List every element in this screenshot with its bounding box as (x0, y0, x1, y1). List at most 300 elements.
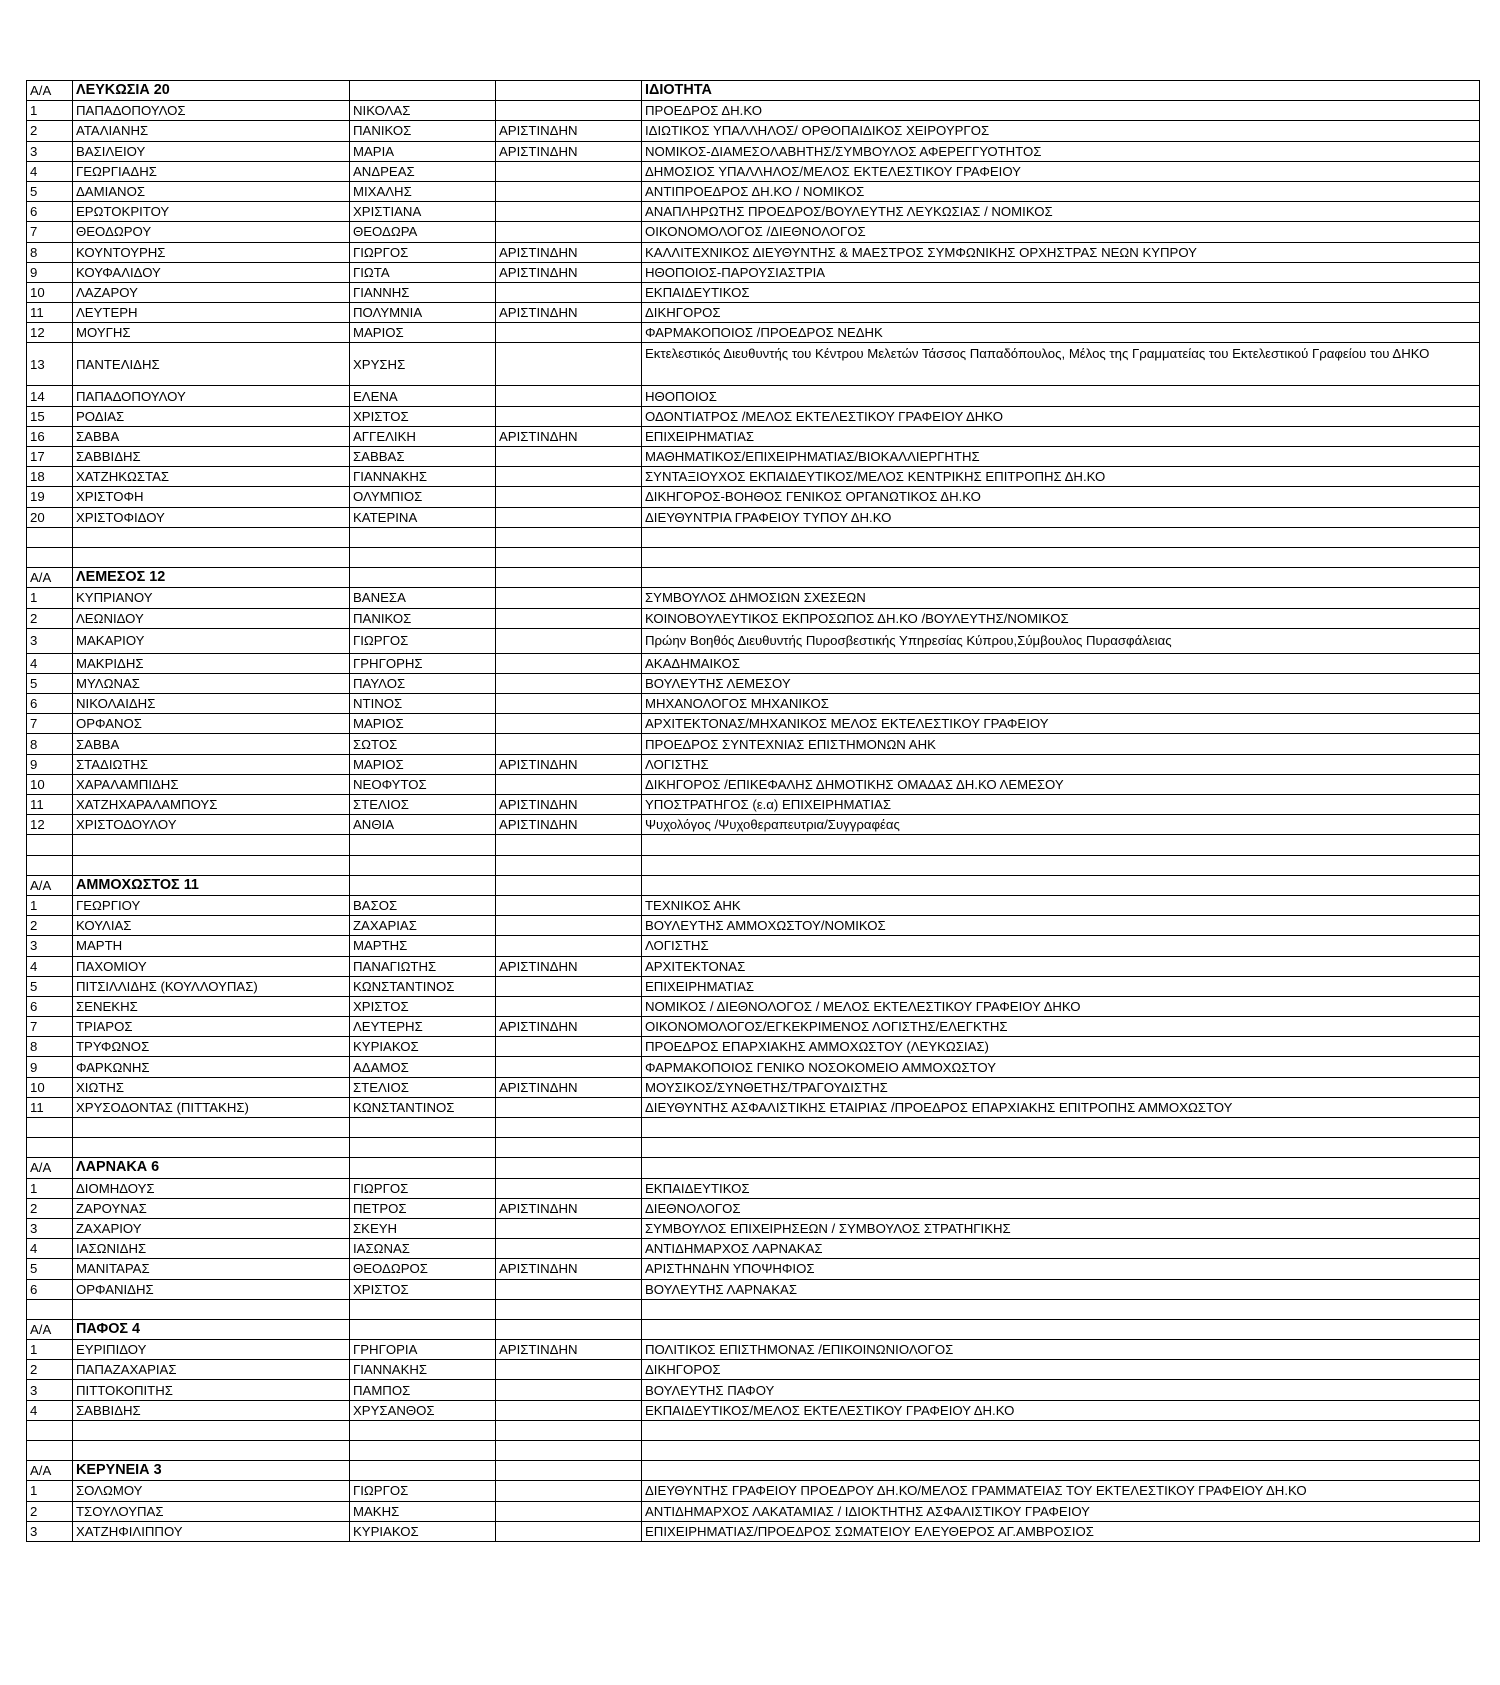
aa-cell: 10 (27, 282, 73, 302)
notes-cell (496, 1037, 642, 1057)
section-title: ΛΑΡΝΑΚΑ 6 (73, 1158, 350, 1178)
table-row (27, 774, 1480, 794)
empty-cell (642, 547, 1480, 567)
notes-cell (496, 487, 642, 507)
aa-header: Α/Α (27, 1158, 73, 1178)
table-row (27, 1178, 1480, 1198)
first-name-cell: ΑΝΔΡΕΑΣ (350, 161, 496, 181)
first-name-cell: ΜΑΚΗΣ (350, 1501, 496, 1521)
empty-cell (350, 1118, 496, 1138)
surname-cell: ΚΟΥΛΙΑΣ (73, 916, 350, 936)
first-name-cell: ΠΑΜΠΟΣ (350, 1380, 496, 1400)
surname-cell: ΚΟΥΝΤΟΥΡΗΣ (73, 242, 350, 262)
occupation-cell: ΛΟΓΙΣΤΗΣ (642, 936, 1480, 956)
empty-cell (496, 1138, 642, 1158)
occupation-cell: ΠΟΛΙΤΙΚΟΣ ΕΠΙΣΤΗΜΟΝΑΣ /ΕΠΙΚΟΙΝΩΝΙΟΛΟΓΟΣ (642, 1340, 1480, 1360)
occupation-cell: ΙΔΙΩΤΙΚΟΣ ΥΠΑΛΛΗΛΟΣ/ ΟΡΘΟΠΑΙΔΙΚΟΣ ΧΕΙΡΟΥΡΓΟΣ (642, 121, 1480, 141)
notes-cell (496, 976, 642, 996)
notes-cell: ΑΡΙΣΤΙΝΔΗΝ (496, 815, 642, 835)
empty-cell (496, 1420, 642, 1440)
aa-header: Α/Α (27, 1319, 73, 1339)
aa-cell: 3 (27, 628, 73, 653)
table-row (27, 467, 1480, 487)
occupation-cell: ΣΥΝΤΑΞΙΟΥΧΟΣ ΕΚΠΑΙΔΕΥΤΙΚΟΣ/ΜΕΛΟΣ ΚΕΝΤΡΙΚΗΣ ΕΠΙΤΡΟΠΗΣ ΔΗ.ΚΟ (642, 467, 1480, 487)
occupation-cell: ΑΡΧΙΤΕΚΤΟΝΑΣ/ΜΗΧΑΝΙΚΟΣ ΜΕΛΟΣ ΕΚΤΕΛΕΣΤΙΚΟΥ ΓΡΑΦΕΙΟΥ (642, 714, 1480, 734)
surname-cell: ΧΑΤΖΗΧΑΡΑΛΑΜΠΟΥΣ (73, 795, 350, 815)
blank-row (27, 1118, 1480, 1138)
occupation-cell: Ψυχολόγος /Ψυχοθεραπευτρια/Συγγραφέας (642, 815, 1480, 835)
occupation-cell: ΟΔΟΝΤΙΑΤΡΟΣ /ΜΕΛΟΣ ΕΚΤΕΛΕΣΤΙΚΟΥ ΓΡΑΦΕΙΟΥ ΔΗΚΟ (642, 406, 1480, 426)
first-name-cell: ΜΑΡΙΟΣ (350, 323, 496, 343)
empty-cell (496, 1441, 642, 1461)
surname-cell: ΙΑΣΩΝΙΔΗΣ (73, 1239, 350, 1259)
surname-cell: ΣΑΒΒΙΔΗΣ (73, 447, 350, 467)
surname-cell: ΠΑΠΑΔΟΠΟΥΛΟΣ (73, 101, 350, 121)
surname-cell: ΤΡΙΑΡΟΣ (73, 1017, 350, 1037)
first-name-cell: ΙΑΣΩΝΑΣ (350, 1239, 496, 1259)
first-name-cell: ΓΙΑΝΝΑΚΗΣ (350, 1360, 496, 1380)
empty-cell (350, 1158, 496, 1178)
table-row (27, 976, 1480, 996)
first-name-cell: ΓΡΗΓΟΡΙΑ (350, 1340, 496, 1360)
first-name-cell: ΣΚΕΥΗ (350, 1218, 496, 1238)
table-row (27, 426, 1480, 446)
surname-cell: ΒΑΣΙΛΕΙΟΥ (73, 141, 350, 161)
surname-cell: ΔΑΜΙΑΝΟΣ (73, 181, 350, 201)
table-row (27, 101, 1480, 121)
notes-cell (496, 386, 642, 406)
empty-cell (27, 855, 73, 875)
table-row (27, 1198, 1480, 1218)
first-name-cell: ΑΓΓΕΛΙΚΗ (350, 426, 496, 446)
aa-header: Α/Α (27, 81, 73, 101)
notes-cell (496, 1218, 642, 1238)
notes-cell: ΑΡΙΣΤΙΝΔΗΝ (496, 956, 642, 976)
aa-cell: 7 (27, 222, 73, 242)
blank-row (27, 527, 1480, 547)
table-row (27, 262, 1480, 282)
empty-cell (496, 1319, 642, 1339)
first-name-cell: ΒΑΣΟΣ (350, 895, 496, 915)
notes-cell (496, 1178, 642, 1198)
first-name-cell: ΒΑΝΕΣΑ (350, 588, 496, 608)
aa-cell: 2 (27, 1360, 73, 1380)
occupation-header (642, 875, 1480, 895)
notes-cell (496, 507, 642, 527)
surname-cell: ΔΙΟΜΗΔΟΥΣ (73, 1178, 350, 1198)
table-row (27, 181, 1480, 201)
empty-cell (350, 1461, 496, 1481)
table-row (27, 121, 1480, 141)
blank-row (27, 855, 1480, 875)
notes-cell (496, 202, 642, 222)
first-name-cell: ΣΑΒΒΑΣ (350, 447, 496, 467)
notes-cell (496, 1481, 642, 1501)
occupation-cell: ΔΙΚΗΓΟΡΟΣ /ΕΠΙΚΕΦΑΛΗΣ ΔΗΜΟΤΙΚΗΣ ΟΜΑΔΑΣ ΔΗ.ΚΟ ΛΕΜΕΣΟΥ (642, 774, 1480, 794)
notes-cell (496, 101, 642, 121)
table-row (27, 141, 1480, 161)
empty-cell (642, 527, 1480, 547)
first-name-cell: ΘΕΟΔΩΡΑ (350, 222, 496, 242)
empty-cell (496, 1158, 642, 1178)
empty-cell (73, 1138, 350, 1158)
occupation-cell: ΕΚΠΑΙΔΕΥΤΙΚΟΣ/ΜΕΛΟΣ ΕΚΤΕΛΕΣΤΙΚΟΥ ΓΡΑΦΕΙΟΥ ΔΗ.ΚΟ (642, 1400, 1480, 1420)
aa-cell: 8 (27, 1037, 73, 1057)
table-row (27, 161, 1480, 181)
empty-cell (350, 1420, 496, 1440)
occupation-cell: ΑΡΙΣΤΗΝΔΗΝ ΥΠΟΨΗΦΙΟΣ (642, 1259, 1480, 1279)
notes-cell (496, 222, 642, 242)
aa-cell: 4 (27, 161, 73, 181)
table-row (27, 1340, 1480, 1360)
surname-cell: ΧΡΙΣΤΟΦΙΔΟΥ (73, 507, 350, 527)
surname-cell: ΣΕΝΕΚΗΣ (73, 996, 350, 1016)
occupation-cell: ΔΙΕΘΝΟΛΟΓΟΣ (642, 1198, 1480, 1218)
empty-cell (350, 527, 496, 547)
empty-cell (27, 1441, 73, 1461)
occupation-cell: ΜΑΘΗΜΑΤΙΚΟΣ/ΕΠΙΧΕΙΡΗΜΑΤΙΑΣ/ΒΙΟΚΑΛΛΙΕΡΓΗΤΗΣ (642, 447, 1480, 467)
table-row (27, 323, 1480, 343)
empty-cell (350, 1319, 496, 1339)
surname-cell: ΚΥΠΡΙΑΝΟΥ (73, 588, 350, 608)
table-row (27, 795, 1480, 815)
occupation-cell: ΔΙΚΗΓΟΡΟΣ-ΒΟΗΘΟΣ ΓΕΝΙΚΟΣ ΟΡΓΑΝΩΤΙΚΟΣ ΔΗ.ΚΟ (642, 487, 1480, 507)
aa-cell: 9 (27, 262, 73, 282)
aa-cell: 3 (27, 141, 73, 161)
section-header-row (27, 1461, 1480, 1481)
occupation-cell: ΠΡΟΕΔΡΟΣ ΣΥΝΤΕΧΝΙΑΣ ΕΠΙΣΤΗΜΟΝΩΝ ΑΗΚ (642, 734, 1480, 754)
notes-cell: ΑΡΙΣΤΙΝΔΗΝ (496, 303, 642, 323)
occupation-cell: ΔΙΕΥΘΥΝΤΡΙΑ ΓΡΑΦΕΙΟΥ ΤΥΠΟΥ ΔΗ.ΚΟ (642, 507, 1480, 527)
aa-cell: 2 (27, 1501, 73, 1521)
aa-cell: 10 (27, 1077, 73, 1097)
notes-cell (496, 1057, 642, 1077)
table-row (27, 628, 1480, 653)
candidates-table-body (27, 81, 1480, 1542)
surname-cell: ΓΕΩΡΓΙΑΔΗΣ (73, 161, 350, 181)
table-row (27, 303, 1480, 323)
surname-cell: ΘΕΟΔΩΡΟΥ (73, 222, 350, 242)
first-name-cell: ΓΙΑΝΝΑΚΗΣ (350, 467, 496, 487)
occupation-cell: ΑΝΤΙΔΗΜΑΡΧΟΣ ΛΑΡΝΑΚΑΣ (642, 1239, 1480, 1259)
occupation-header: ΙΔΙΟΤΗΤΑ (642, 81, 1480, 101)
empty-cell (73, 855, 350, 875)
table-row (27, 447, 1480, 467)
first-name-cell: ΜΙΧΑΛΗΣ (350, 181, 496, 201)
first-name-cell: ΣΩΤΟΣ (350, 734, 496, 754)
candidates-table (26, 80, 1480, 1542)
occupation-cell: ΜΟΥΣΙΚΟΣ/ΣΥΝΘΕΤΗΣ/ΤΡΑΓΟΥΔΙΣΤΗΣ (642, 1077, 1480, 1097)
occupation-cell: ΝΟΜΙΚΟΣ-ΔΙΑΜΕΣΟΛΑΒΗΤΗΣ/ΣΥΜΒΟΥΛΟΣ ΑΦΕΡΕΓΓΥΟΤΗΤΟΣ (642, 141, 1480, 161)
occupation-cell: ΜΗΧΑΝΟΛΟΓΟΣ ΜΗΧΑΝΙΚΟΣ (642, 694, 1480, 714)
empty-cell (496, 835, 642, 855)
aa-cell: 11 (27, 303, 73, 323)
empty-cell (350, 855, 496, 875)
first-name-cell: ΓΙΩΡΓΟΣ (350, 242, 496, 262)
aa-cell: 4 (27, 653, 73, 673)
first-name-cell: ΚΩΝΣΤΑΝΤΙΝΟΣ (350, 1097, 496, 1117)
first-name-cell: ΠΟΛΥΜΝΙΑ (350, 303, 496, 323)
surname-cell: ΛΑΖΑΡΟΥ (73, 282, 350, 302)
aa-cell: 15 (27, 406, 73, 426)
occupation-cell: ΦΑΡΜΑΚΟΠΟΙΟΣ /ΠΡΟΕΔΡΟΣ ΝΕΔΗΚ (642, 323, 1480, 343)
table-row (27, 714, 1480, 734)
first-name-cell: ΚΑΤΕΡΙΝΑ (350, 507, 496, 527)
empty-cell (496, 568, 642, 588)
surname-cell: ΑΤΑΛΙΑΝΗΣ (73, 121, 350, 141)
notes-cell (496, 774, 642, 794)
first-name-cell: ΓΙΩΤΑ (350, 262, 496, 282)
empty-cell (496, 1461, 642, 1481)
aa-cell: 5 (27, 673, 73, 693)
section-title: ΛΕΥΚΩΣΙΑ 20 (73, 81, 350, 101)
section-header-row (27, 875, 1480, 895)
surname-cell: ΧΑΡΑΛΑΜΠΙΔΗΣ (73, 774, 350, 794)
table-row (27, 1400, 1480, 1420)
first-name-cell: ΝΕΟΦΥΤΟΣ (350, 774, 496, 794)
surname-cell: ΕΡΩΤΟΚΡΙΤΟΥ (73, 202, 350, 222)
notes-cell: ΑΡΙΣΤΙΝΔΗΝ (496, 426, 642, 446)
occupation-cell: ΒΟΥΛΕΥΤΗΣ ΑΜΜΟΧΩΣΤΟΥ/ΝΟΜΙΚΟΣ (642, 916, 1480, 936)
table-row (27, 1259, 1480, 1279)
empty-cell (350, 1138, 496, 1158)
notes-cell (496, 1279, 642, 1299)
section-title: ΑΜΜΟΧΩΣΤΟΣ 11 (73, 875, 350, 895)
occupation-cell: ΝΟΜΙΚΟΣ / ΔΙΕΘΝΟΛΟΓΟΣ / ΜΕΛΟΣ ΕΚΤΕΛΕΣΤΙΚΟΥ ΓΡΑΦΕΙΟΥ ΔΗΚΟ (642, 996, 1480, 1016)
aa-cell: 5 (27, 181, 73, 201)
first-name-cell: ΧΡΙΣΤΟΣ (350, 406, 496, 426)
section-title: ΠΑΦΟΣ 4 (73, 1319, 350, 1339)
empty-cell (642, 855, 1480, 875)
section-header-row (27, 1319, 1480, 1339)
surname-cell: ΠΙΤΤΟΚΟΠΙΤΗΣ (73, 1380, 350, 1400)
blank-row (27, 1441, 1480, 1461)
surname-cell: ΟΡΦΑΝΟΣ (73, 714, 350, 734)
first-name-cell: ΧΡΙΣΤΙΑΝΑ (350, 202, 496, 222)
first-name-cell: ΓΙΩΡΓΟΣ (350, 1481, 496, 1501)
surname-cell: ΜΑΚΡΙΔΗΣ (73, 653, 350, 673)
aa-cell: 9 (27, 1057, 73, 1077)
surname-cell: ΓΕΩΡΓΙΟΥ (73, 895, 350, 915)
occupation-cell: ΠΡΟΕΔΡΟΣ ΔΗ.ΚΟ (642, 101, 1480, 121)
aa-cell: 6 (27, 1279, 73, 1299)
notes-cell (496, 1380, 642, 1400)
table-row (27, 1017, 1480, 1037)
first-name-cell: ΧΡΥΣΗΣ (350, 343, 496, 386)
empty-cell (350, 81, 496, 101)
aa-cell: 6 (27, 694, 73, 714)
aa-cell: 2 (27, 608, 73, 628)
occupation-cell: ΔΙΚΗΓΟΡΟΣ (642, 1360, 1480, 1380)
occupation-cell: ΗΘΟΠΟΙΟΣ-ΠΑΡΟΥΣΙΑΣΤΡΙΑ (642, 262, 1480, 282)
empty-cell (27, 547, 73, 567)
notes-cell: ΑΡΙΣΤΙΝΔΗΝ (496, 1077, 642, 1097)
table-row (27, 1360, 1480, 1380)
aa-cell: 1 (27, 588, 73, 608)
occupation-cell: ΟΙΚΟΝΟΜΟΛΟΓΟΣ /ΔΙΕΘΝΟΛΟΓΟΣ (642, 222, 1480, 242)
first-name-cell: ΓΙΩΡΓΟΣ (350, 1178, 496, 1198)
empty-cell (496, 875, 642, 895)
first-name-cell: ΠΑΥΛΟΣ (350, 673, 496, 693)
notes-cell (496, 996, 642, 1016)
aa-cell: 2 (27, 1198, 73, 1218)
table-row (27, 282, 1480, 302)
occupation-cell: ΔΙΚΗΓΟΡΟΣ (642, 303, 1480, 323)
empty-cell (350, 1299, 496, 1319)
notes-cell: ΑΡΙΣΤΙΝΔΗΝ (496, 242, 642, 262)
surname-cell: ΟΡΦΑΝΙΔΗΣ (73, 1279, 350, 1299)
empty-cell (642, 835, 1480, 855)
aa-cell: 3 (27, 1521, 73, 1541)
occupation-cell: ΔΗΜΟΣΙΟΣ ΥΠΑΛΛΗΛΟΣ/ΜΕΛΟΣ ΕΚΤΕΛΕΣΤΙΚΟΥ ΓΡΑΦΕΙΟΥ (642, 161, 1480, 181)
occupation-cell: ΒΟΥΛΕΥΤΗΣ ΛΑΡΝΑΚΑΣ (642, 1279, 1480, 1299)
empty-cell (642, 1420, 1480, 1440)
empty-cell (496, 527, 642, 547)
surname-cell: ΠΙΤΣΙΛΛΙΔΗΣ (ΚΟΥΛΛΟΥΠΑΣ) (73, 976, 350, 996)
occupation-cell: ΣΥΜΒΟΥΛΟΣ ΔΗΜΟΣΙΩΝ ΣΧΕΣΕΩΝ (642, 588, 1480, 608)
occupation-cell: ΣΥΜΒΟΥΛΟΣ ΕΠΙΧΕΙΡΗΣΕΩΝ / ΣΥΜΒΟΥΛΟΣ ΣΤΡΑΤΗΓΙΚΗΣ (642, 1218, 1480, 1238)
first-name-cell: ΝΤΙΝΟΣ (350, 694, 496, 714)
aa-header: Α/Α (27, 1461, 73, 1481)
notes-cell: ΑΡΙΣΤΙΝΔΗΝ (496, 1198, 642, 1218)
occupation-cell: Εκτελεστικός Διευθυντής του Κέντρου Μελετών Τάσσος Παπαδόπουλος, Μέλος της Γραμματείας του Εκτελεστικού Γραφείου του ΔΗΚΟ (642, 343, 1480, 386)
empty-cell (350, 568, 496, 588)
empty-cell (642, 1299, 1480, 1319)
table-row (27, 588, 1480, 608)
table-row (27, 1521, 1480, 1541)
occupation-cell: ΕΠΙΧΕΙΡΗΜΑΤΙΑΣ (642, 976, 1480, 996)
empty-cell (642, 1118, 1480, 1138)
empty-cell (73, 1118, 350, 1138)
occupation-cell: ΚΟΙΝΟΒΟΥΛΕΥΤΙΚΟΣ ΕΚΠΡΟΣΩΠΟΣ ΔΗ.ΚΟ /ΒΟΥΛΕΥΤΗΣ/ΝΟΜΙΚΟΣ (642, 608, 1480, 628)
notes-cell (496, 406, 642, 426)
table-row (27, 694, 1480, 714)
empty-cell (496, 1118, 642, 1138)
empty-cell (350, 875, 496, 895)
empty-cell (496, 81, 642, 101)
first-name-cell: ΠΑΝΙΚΟΣ (350, 608, 496, 628)
table-row (27, 1380, 1480, 1400)
notes-cell: ΑΡΙΣΤΙΝΔΗΝ (496, 141, 642, 161)
surname-cell: ΡΟΔΙΑΣ (73, 406, 350, 426)
notes-cell: ΑΡΙΣΤΙΝΔΗΝ (496, 262, 642, 282)
notes-cell (496, 1400, 642, 1420)
surname-cell: ΚΟΥΦΑΛΙΔΟΥ (73, 262, 350, 282)
first-name-cell: ΧΡΥΣΑΝΘΟΣ (350, 1400, 496, 1420)
surname-cell: ΣΑΒΒΑ (73, 734, 350, 754)
occupation-header (642, 1319, 1480, 1339)
first-name-cell: ΘΕΟΔΩΡΟΣ (350, 1259, 496, 1279)
first-name-cell: ΓΡΗΓΟΡΗΣ (350, 653, 496, 673)
table-row (27, 242, 1480, 262)
first-name-cell: ΚΥΡΙΑΚΟΣ (350, 1037, 496, 1057)
table-row (27, 1037, 1480, 1057)
aa-cell: 6 (27, 202, 73, 222)
occupation-cell: ΕΚΠΑΙΔΕΥΤΙΚΟΣ (642, 1178, 1480, 1198)
notes-cell: ΑΡΙΣΤΙΝΔΗΝ (496, 121, 642, 141)
notes-cell: ΑΡΙΣΤΙΝΔΗΝ (496, 795, 642, 815)
occupation-cell: ΦΑΡΜΑΚΟΠΟΙΟΣ ΓΕΝΙΚΟ ΝΟΣΟΚΟΜΕΙΟ ΑΜΜΟΧΩΣΤΟΥ (642, 1057, 1480, 1077)
table-row (27, 1077, 1480, 1097)
aa-cell: 1 (27, 1481, 73, 1501)
notes-cell (496, 694, 642, 714)
aa-cell: 7 (27, 714, 73, 734)
first-name-cell: ΠΕΤΡΟΣ (350, 1198, 496, 1218)
occupation-cell: ΚΑΛΛΙΤΕΧΝΙΚΟΣ ΔΙΕΥΘΥΝΤΗΣ & ΜΑΕΣΤΡΟΣ ΣΥΜΦΩΝΙΚΗΣ ΟΡΧΗΣΤΡΑΣ ΝΕΩΝ ΚΥΠΡΟΥ (642, 242, 1480, 262)
table-row (27, 1218, 1480, 1238)
table-row (27, 487, 1480, 507)
notes-cell (496, 653, 642, 673)
table-row (27, 1239, 1480, 1259)
table-row (27, 916, 1480, 936)
table-row (27, 343, 1480, 386)
empty-cell (27, 527, 73, 547)
table-row (27, 386, 1480, 406)
surname-cell: ΛΕΩΝΙΔΟΥ (73, 608, 350, 628)
notes-cell (496, 628, 642, 653)
first-name-cell: ΚΥΡΙΑΚΟΣ (350, 1521, 496, 1541)
surname-cell: ΤΡΥΦΩΝΟΣ (73, 1037, 350, 1057)
aa-cell: 6 (27, 996, 73, 1016)
table-row (27, 1057, 1480, 1077)
table-row (27, 406, 1480, 426)
aa-cell: 13 (27, 343, 73, 386)
empty-cell (73, 547, 350, 567)
first-name-cell: ΓΙΑΝΝΗΣ (350, 282, 496, 302)
blank-row (27, 547, 1480, 567)
notes-cell (496, 734, 642, 754)
first-name-cell: ΚΩΝΣΤΑΝΤΙΝΟΣ (350, 976, 496, 996)
table-row (27, 507, 1480, 527)
table-row (27, 608, 1480, 628)
notes-cell (496, 447, 642, 467)
notes-cell (496, 608, 642, 628)
aa-cell: 4 (27, 1239, 73, 1259)
occupation-cell: ΑΝΤΙΔΗΜΑΡΧΟΣ ΛΑΚΑΤΑΜΙΑΣ / ΙΔΙΟΚΤΗΤΗΣ ΑΣΦΑΛΙΣΤΙΚΟΥ ΓΡΑΦΕΙΟΥ (642, 1501, 1480, 1521)
surname-cell: ΣΤΑΔΙΩΤΗΣ (73, 754, 350, 774)
empty-cell (73, 835, 350, 855)
table-row (27, 956, 1480, 976)
empty-cell (73, 1441, 350, 1461)
notes-cell (496, 916, 642, 936)
aa-cell: 2 (27, 121, 73, 141)
occupation-cell: ΕΚΠΑΙΔΕΥΤΙΚΟΣ (642, 282, 1480, 302)
first-name-cell: ΣΤΕΛΙΟΣ (350, 1077, 496, 1097)
aa-cell: 3 (27, 1380, 73, 1400)
surname-cell: ΝΙΚΟΛΑΙΔΗΣ (73, 694, 350, 714)
aa-cell: 5 (27, 976, 73, 996)
aa-cell: 1 (27, 1340, 73, 1360)
empty-cell (496, 547, 642, 567)
first-name-cell: ΠΑΝΑΓΙΩΤΗΣ (350, 956, 496, 976)
surname-cell: ΖΑΡΟΥΝΑΣ (73, 1198, 350, 1218)
notes-cell (496, 467, 642, 487)
surname-cell: ΧΡΙΣΤΟΔΟΥΛΟΥ (73, 815, 350, 835)
occupation-cell: ΒΟΥΛΕΥΤΗΣ ΠΑΦΟΥ (642, 1380, 1480, 1400)
first-name-cell: ΝΙΚΟΛΑΣ (350, 101, 496, 121)
surname-cell: ΦΑΡΚΩΝΗΣ (73, 1057, 350, 1077)
first-name-cell: ΧΡΙΣΤΟΣ (350, 996, 496, 1016)
occupation-cell: ΕΠΙΧΕΙΡΗΜΑΤΙΑΣ (642, 426, 1480, 446)
occupation-cell: ΔΙΕΥΘΥΝΤΗΣ ΓΡΑΦΕΙΟΥ ΠΡΟΕΔΡΟΥ ΔΗ.ΚΟ/ΜΕΛΟΣ ΓΡΑΜΜΑΤΕΙΑΣ ΤΟΥ ΕΚΤΕΛΕΣΤΙΚΟΥ ΓΡΑΦΕΙΟΥ ΔΗ.ΚΟ (642, 1481, 1480, 1501)
notes-cell (496, 588, 642, 608)
aa-header: Α/Α (27, 568, 73, 588)
occupation-cell: ΗΘΟΠΟΙΟΣ (642, 386, 1480, 406)
table-row (27, 895, 1480, 915)
empty-cell (496, 855, 642, 875)
first-name-cell: ΑΔΑΜΟΣ (350, 1057, 496, 1077)
occupation-cell: ΤΕΧΝΙΚΟΣ ΑΗΚ (642, 895, 1480, 915)
